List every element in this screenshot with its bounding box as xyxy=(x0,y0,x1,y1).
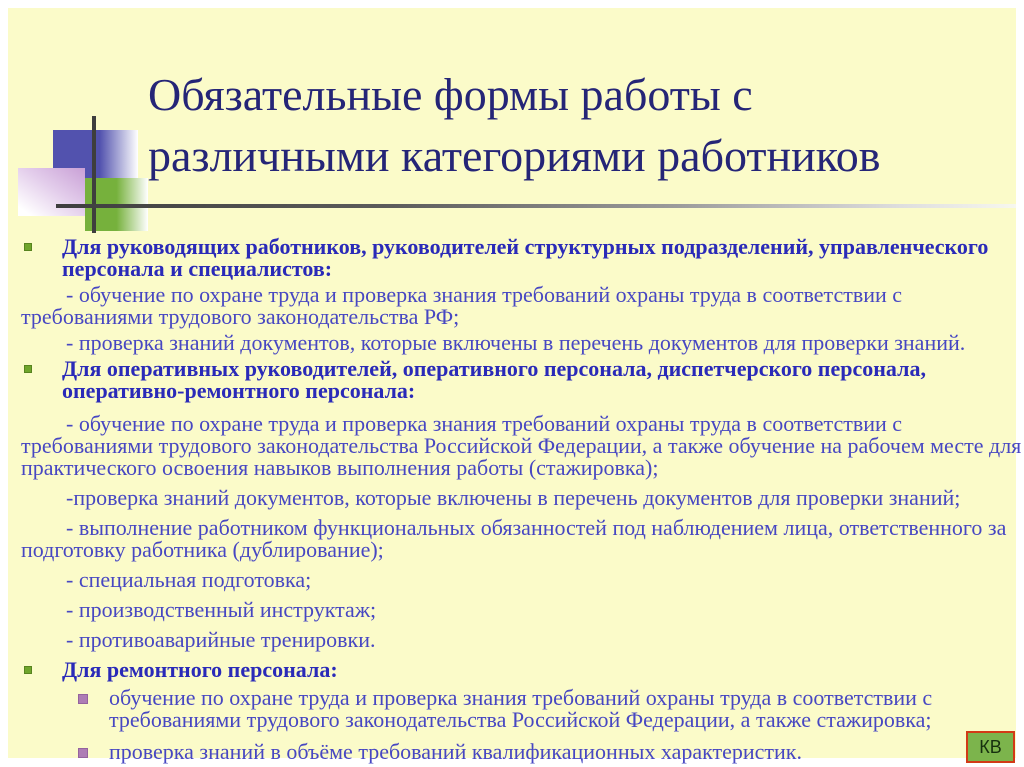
purple-square-bullet-icon xyxy=(78,748,88,758)
dash-item: - обучение по охране труда и проверка знания требований охраны труда в соответствии с требованиями трудового законодательства Российской Федерации, а также обучение на рабочем месте для практического освоения навыков выполнения работы (стажировка); xyxy=(21,411,1022,480)
dash-item: - противоаварийные тренировки. xyxy=(66,627,376,652)
sub-bullet-item xyxy=(21,687,1024,731)
section-header xyxy=(21,236,1024,280)
section-header-text: Для ремонтного персонала: xyxy=(62,657,338,682)
slide-body xyxy=(21,236,1024,767)
sub-bullet-item xyxy=(21,741,1024,763)
green-square-bullet-icon xyxy=(24,243,32,251)
slide-title xyxy=(148,64,986,186)
dash-item: - обучение по охране труда и проверка знания требований охраны труда в соответствии с требованиями трудового законодательства РФ; xyxy=(21,282,903,329)
section-header-text: Для оперативных руководителей, оперативного персонала, диспетчерского персонала, оперативно-ремонтного персонала: xyxy=(62,356,926,403)
kb-nav-button[interactable] xyxy=(966,731,1015,763)
section-header-text: Для руководящих работников, руководителей структурных подразделений, управленческого персонала и специалистов: xyxy=(62,234,989,281)
sub-bullet-text: проверка знаний в объёме требований квалификационных характеристик. xyxy=(109,739,802,764)
section-operational xyxy=(21,358,1024,651)
kb-nav-button-label: КВ xyxy=(979,736,1002,757)
green-square-bullet-icon xyxy=(24,666,32,674)
title-underline-rule xyxy=(56,204,1016,208)
dash-item: - производственный инструктаж; xyxy=(66,597,377,622)
sub-bullet-text: обучение по охране труда и проверка знания требований охраны труда в соответствии с требованиями трудового законодательства Российской Федерации, а также стажировка; xyxy=(109,685,933,732)
section-repair xyxy=(21,659,1024,763)
dash-item: - проверка знаний документов, которые включены в перечень документов для проверки знаний. xyxy=(66,330,966,355)
purple-square-bullet-icon xyxy=(78,694,88,704)
dash-item: - специальная подготовка; xyxy=(66,567,312,592)
decor-vertical-line xyxy=(92,116,96,233)
decor-pink-square-icon xyxy=(18,168,85,216)
section-managers xyxy=(21,236,1024,354)
section-header xyxy=(21,358,1024,402)
title-line-2: различными категориями работников xyxy=(148,130,881,181)
dash-item: -проверка знаний документов, которые включены в перечень документов для проверки знаний; xyxy=(66,485,961,510)
dash-item: - выполнение работником функциональных обязанностей под наблюдением лица, ответственного за подготовку работника (дублирование); xyxy=(21,515,1007,562)
title-line-1: Обязательные формы работы с xyxy=(148,69,753,120)
green-square-bullet-icon xyxy=(24,365,32,373)
slide-background xyxy=(8,8,1022,764)
section-header xyxy=(21,659,1024,681)
